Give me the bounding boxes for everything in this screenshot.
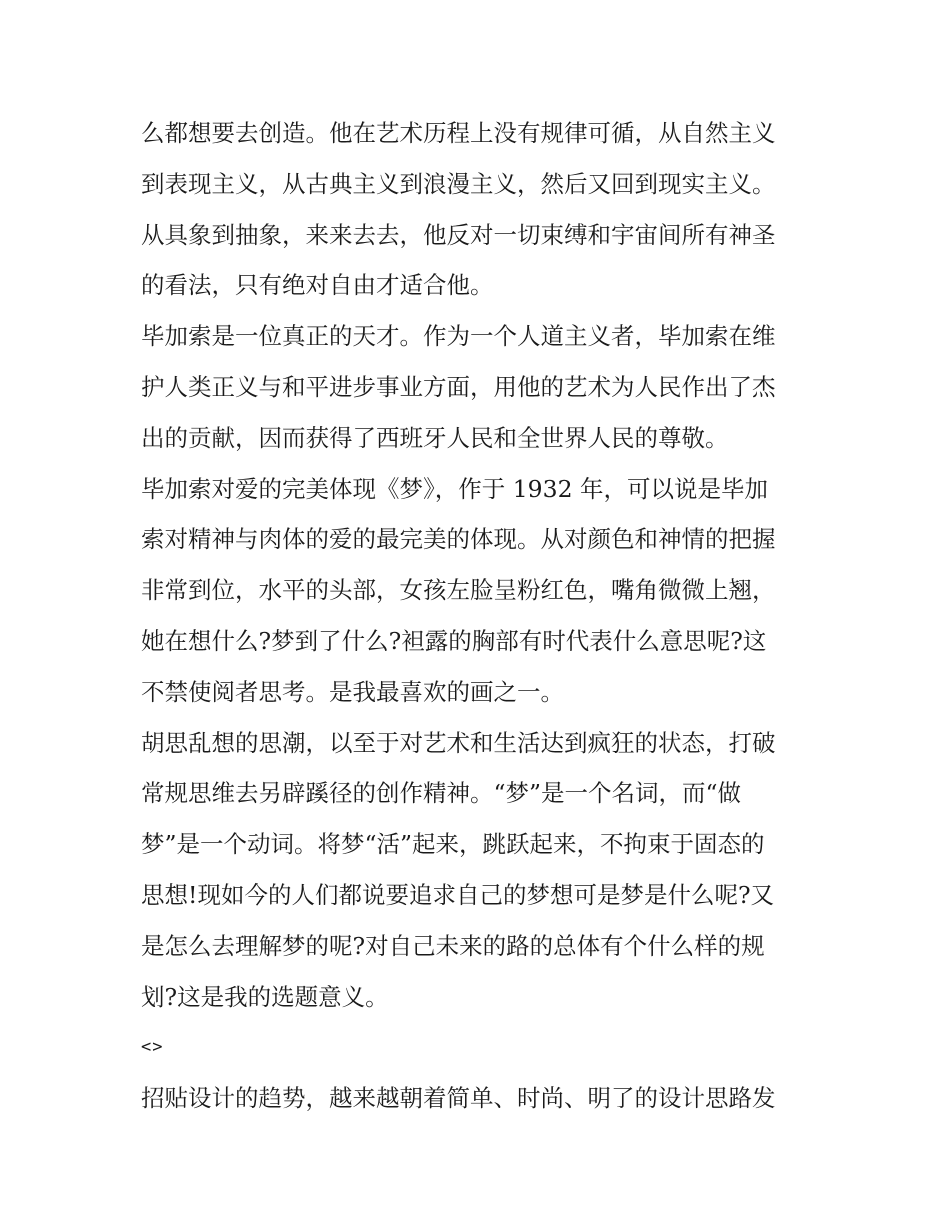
text-line-1: 么都想要去创造。他在艺术历程上没有规律可循，从自然主义 bbox=[141, 119, 776, 147]
text-line-20: 招贴设计的趋势，越来越朝着简单、时尚、明了的设计思路发 bbox=[141, 1084, 776, 1113]
text-line-12: 不禁使阅者思考。是我最喜欢的画之一。 bbox=[141, 677, 564, 706]
text-line-7: 出的贡献，因而获得了西班牙人民和全世界人民的尊敬。 bbox=[141, 423, 729, 452]
document-body bbox=[141, 108, 821, 1124]
text-line-8: 毕加索对爱的完美体现《梦》，作于 1932 年，可以说是毕加 bbox=[141, 474, 768, 503]
text-line-3: 从具象到抽象，来来去去，他反对一切束缚和宇宙间所有神圣 bbox=[141, 220, 776, 249]
text-line-18: 划?这是我的选题意义。 bbox=[141, 982, 389, 1011]
text-line-19: <> bbox=[141, 1037, 164, 1058]
text-line-17: 是怎么去理解梦的呢?对自己未来的路的总体有个什么样的规 bbox=[141, 931, 765, 960]
text-line-14: 常规思维去另辟蹊径的创作精神。“梦”是一个名词，而“做 bbox=[141, 779, 742, 808]
text-line-5: 毕加索是一位真正的天才。作为一个人道主义者，毕加索在维 bbox=[141, 322, 776, 351]
text-line-10: 非常到位，水平的头部，女孩左脸呈粉红色，嘴角微微上翘， bbox=[141, 576, 776, 605]
text-line-11: 她在想什么?梦到了什么?袒露的胸部有时代表什么意思呢?这 bbox=[141, 626, 767, 655]
text-line-6: 护人类正义与和平进步事业方面，用他的艺术为人民作出了杰 bbox=[141, 372, 776, 401]
text-line-4: 的看法，只有绝对自由才适合他。 bbox=[141, 271, 494, 300]
text-line-9: 索对精神与肉体的爱的最完美的体现。从对颜色和神情的把握 bbox=[141, 525, 776, 554]
text-line-16: 思想!现如今的人们都说要追求自己的梦想可是梦是什么呢?又 bbox=[141, 880, 775, 909]
text-line-15: 梦”是一个动词。将梦“活”起来，跳跃起来，不拘束于固态的 bbox=[141, 830, 765, 859]
text-line-13: 胡思乱想的思潮，以至于对艺术和生活达到疯狂的状态，打破 bbox=[141, 728, 776, 757]
text-line-2: 到表现主义，从古典主义到浪漫主义，然后又回到现实主义。 bbox=[141, 169, 776, 198]
